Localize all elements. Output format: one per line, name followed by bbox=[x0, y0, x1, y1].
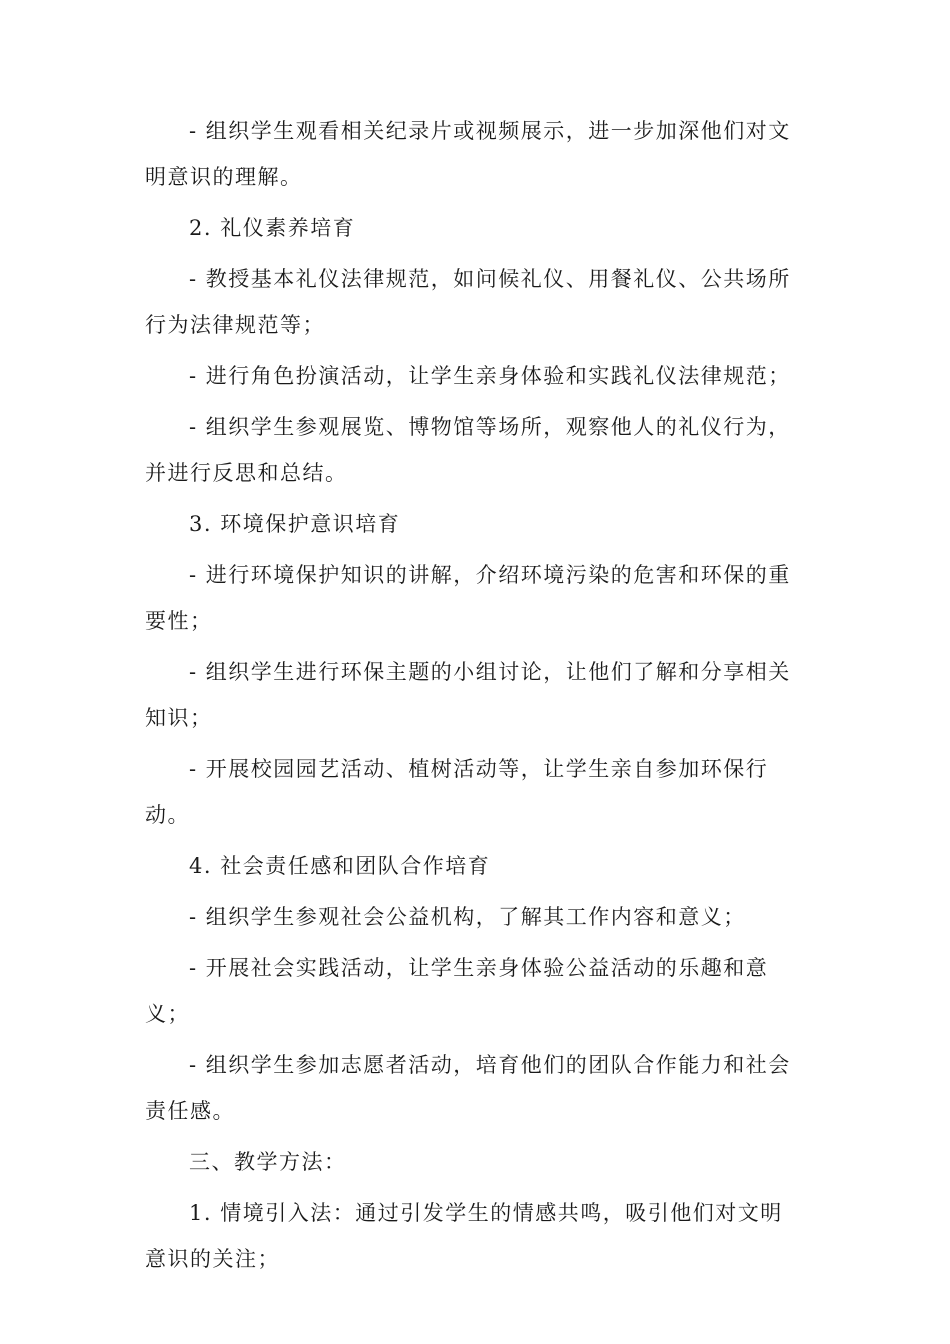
bullet-paragraph: - 进行环境保护知识的讲解，介绍环境污染的危害和环保的重要性； bbox=[145, 563, 791, 633]
chapter-heading: 三、教学方法： bbox=[189, 1150, 347, 1174]
numbered-paragraph: 1. 情境引入法：通过引发学生的情感共鸣，吸引他们对文明意识的关注； bbox=[145, 1201, 783, 1271]
section-heading: 3. 环境保护意识培育 bbox=[189, 512, 401, 536]
bullet-paragraph: - 组织学生进行环保主题的小组讨论，让他们了解和分享相关知识； bbox=[145, 660, 791, 730]
document-body bbox=[145, 108, 805, 1287]
section-heading: 2. 礼仪素养培育 bbox=[189, 216, 356, 240]
bullet-paragraph: - 开展社会实践活动，让学生亲身体验公益活动的乐趣和意义； bbox=[145, 956, 769, 1026]
bullet-paragraph: - 组织学生参观社会公益机构，了解其工作内容和意义； bbox=[189, 905, 746, 929]
bullet-paragraph: - 组织学生参观展览、博物馆等场所，观察他人的礼仪行为，并进行反思和总结。 bbox=[145, 415, 791, 485]
bullet-paragraph: - 开展校园园艺活动、植树活动等，让学生亲自参加环保行动。 bbox=[145, 757, 769, 827]
bullet-paragraph: - 教授基本礼仪法律规范，如问候礼仪、用餐礼仪、公共场所行为法律规范等； bbox=[145, 267, 791, 337]
bullet-paragraph: - 组织学生参加志愿者活动，培育他们的团队合作能力和社会责任感。 bbox=[145, 1053, 791, 1123]
bullet-paragraph: - 组织学生观看相关纪录片或视频展示，进一步加深他们对文明意识的理解。 bbox=[145, 119, 791, 189]
bullet-paragraph: - 进行角色扮演活动，让学生亲身体验和实践礼仪法律规范； bbox=[189, 364, 791, 388]
section-heading: 4. 社会责任感和团队合作培育 bbox=[189, 854, 491, 878]
